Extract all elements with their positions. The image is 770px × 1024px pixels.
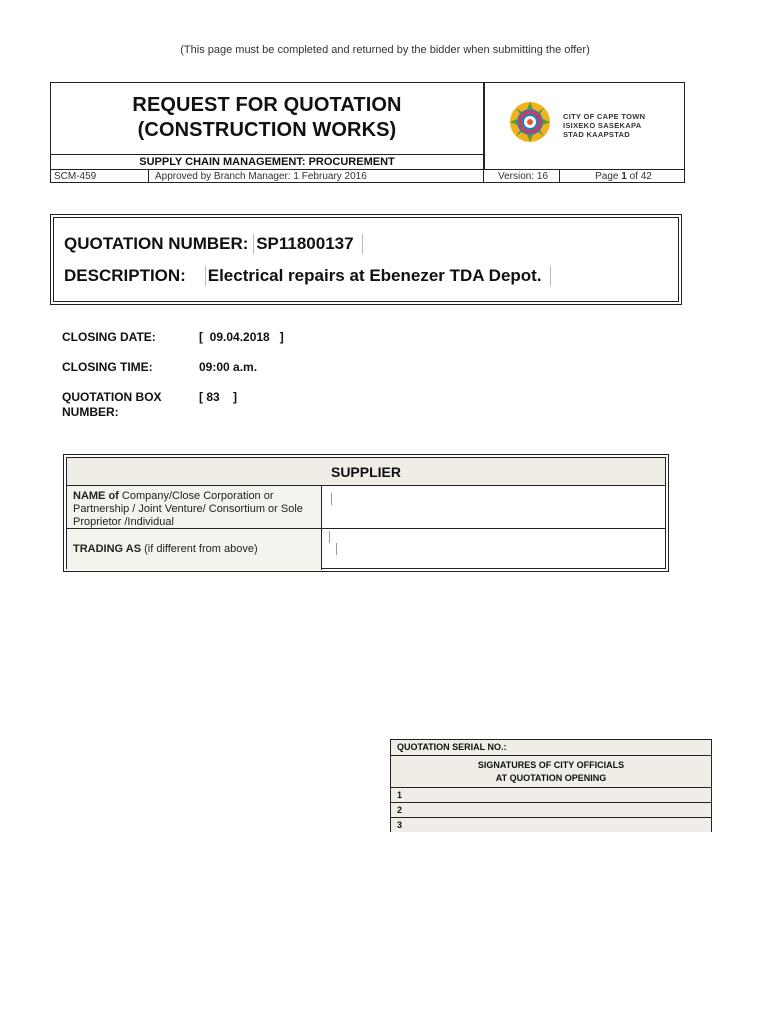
serial-table — [390, 739, 712, 832]
signatures-heading — [391, 756, 711, 788]
header-info-row — [51, 169, 684, 183]
quotation-number-line — [64, 234, 363, 254]
supplier-name-input[interactable] — [323, 486, 665, 528]
closing-time-label: CLOSING TIME: — [62, 360, 153, 374]
page-prefix: Page — [595, 171, 622, 182]
quotation-box — [53, 217, 679, 302]
title-line-2: (CONSTRUCTION WORKS) — [137, 119, 397, 141]
supplier-table — [63, 454, 669, 572]
serial-heading: QUOTATION SERIAL NO.: — [391, 740, 711, 756]
closing-date-value[interactable]: [ 09.04.2018 ] — [199, 330, 284, 344]
trading-rest: (if different from above) — [141, 543, 258, 555]
description-value[interactable]: Electrical repairs at Ebenezer TDA Depot. — [205, 266, 551, 286]
signature-row-1[interactable]: 1 — [391, 788, 711, 803]
logo-cell — [484, 83, 684, 169]
trading-cursor-2 — [336, 543, 337, 555]
header-subtitle: SUPPLY CHAIN MANAGEMENT: PROCUREMENT — [51, 154, 484, 169]
supplier-heading: SUPPLIER — [67, 458, 665, 486]
quotation-number-label: QUOTATION NUMBER: — [64, 234, 249, 253]
document-header — [50, 82, 685, 183]
logo-line-1: CITY OF CAPE TOWN — [563, 112, 646, 121]
page-info — [560, 170, 684, 183]
logo-text — [563, 112, 645, 139]
box-label-line-2: NUMBER: — [62, 405, 119, 419]
supplier-inner — [66, 457, 666, 569]
supplier-name-row — [67, 486, 665, 529]
sig-line-1: SIGNATURES OF CITY OFFICIALS — [477, 760, 625, 770]
trading-cursor-1 — [329, 531, 330, 543]
city-logo-icon — [509, 101, 551, 143]
trading-as-row — [67, 529, 665, 570]
quotation-number-value[interactable]: SP11800137 — [253, 234, 362, 254]
name-bold: NAME of — [73, 490, 119, 502]
version-info: Version: 16 — [484, 170, 560, 183]
approval-info: Approved by Branch Manager: 1 February 2016 — [149, 170, 484, 183]
title-line-1: REQUEST FOR QUOTATION — [132, 94, 402, 116]
page-number: 1 — [621, 171, 627, 182]
signature-row-3[interactable]: 3 — [391, 818, 711, 832]
form-code: SCM-459 — [51, 170, 149, 183]
name-cursor — [331, 493, 332, 505]
closing-date-label: CLOSING DATE: — [62, 330, 156, 344]
trading-bold: TRADING AS — [73, 543, 142, 555]
name-rest: Company/Close Corporation or Partnership / Joint Venture/ Consortium or Sole Proprietor /Individual — [73, 490, 303, 528]
logo-line-2: ISIXEKO SASEKAPA — [563, 121, 642, 130]
description-label: DESCRIPTION: — [64, 266, 186, 285]
box-label-line-1: QUOTATION BOX — [62, 390, 162, 404]
sig-line-2: AT QUOTATION OPENING — [495, 773, 607, 783]
description-line — [64, 266, 551, 286]
page-suffix: of 42 — [626, 171, 652, 182]
trading-as-label — [67, 529, 322, 570]
top-note: (This page must be completed and returned by the bidder when submitting the offer) — [180, 44, 590, 56]
signature-row-2[interactable]: 2 — [391, 803, 711, 818]
header-title-cell — [51, 83, 484, 154]
trading-as-input[interactable] — [323, 529, 665, 570]
closing-time-value: 09:00 a.m. — [199, 360, 258, 374]
logo-line-3: STAD KAAPSTAD — [563, 130, 630, 139]
supplier-name-label — [67, 486, 322, 528]
quotation-box-label — [62, 390, 182, 420]
quotation-box-value[interactable]: [ 83 ] — [199, 390, 238, 404]
